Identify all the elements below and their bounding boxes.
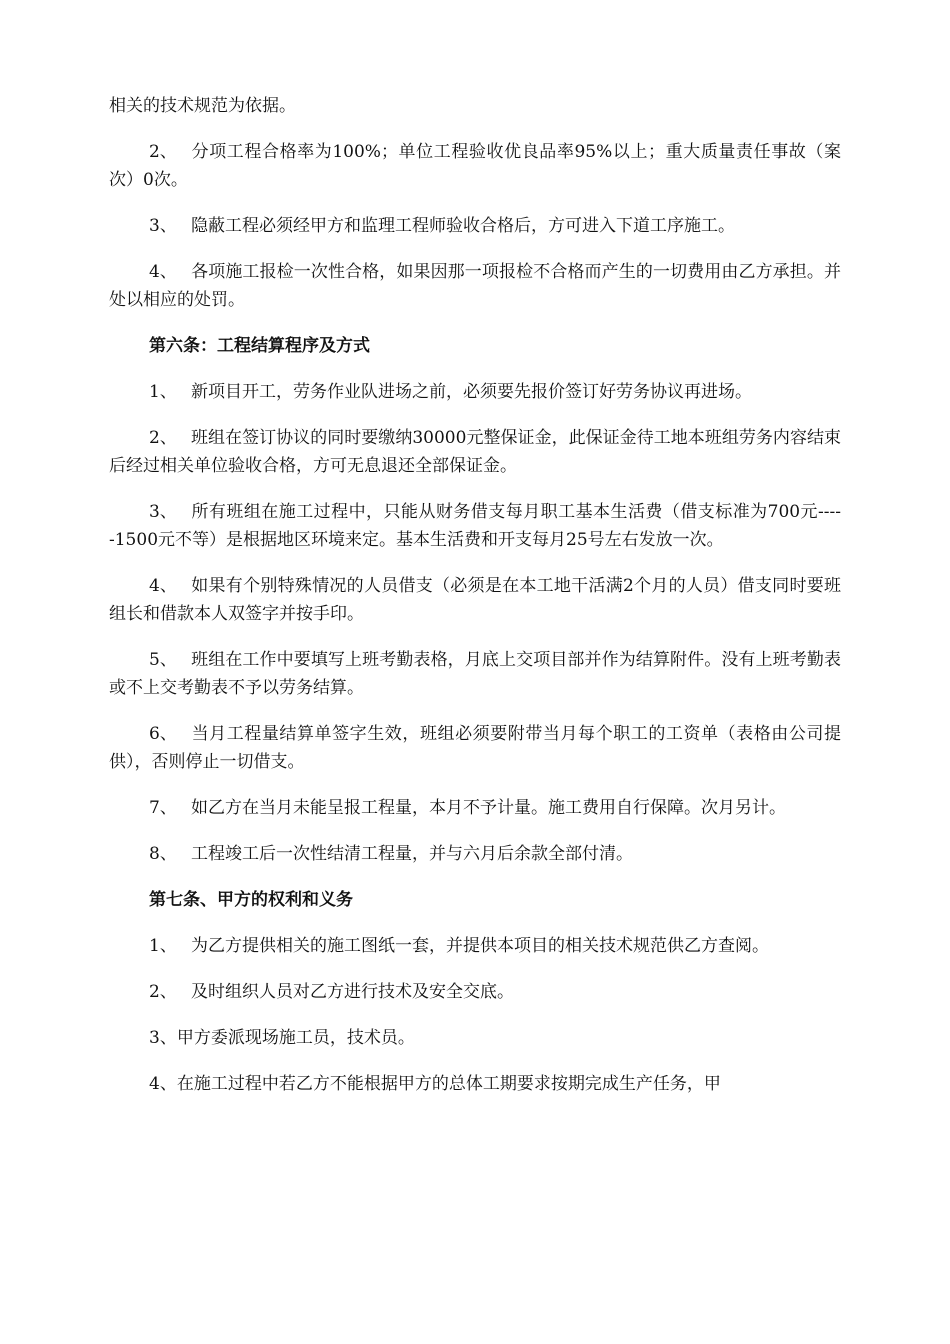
list-item [109,424,841,480]
item-number: 2、 [149,428,177,448]
item-number: 8、 [149,844,177,864]
item-number: 3、 [149,1028,177,1048]
section-heading: 第六条：工程结算程序及方式 [149,336,370,356]
item-number: 4、 [149,262,177,282]
list-item [109,212,841,240]
item-text: 在施工过程中若乙方不能根据甲方的总体工期要求按期完成生产任务，甲 [176,1074,721,1094]
item-text: 新项目开工，劳务作业队进场之前，必须要先报价签订好劳务协议再进场。 [191,382,752,402]
item-text: 为乙方提供相关的施工图纸一套，并提供本项目的相关技术规范供乙方查阅。 [191,936,769,956]
item-text: 分项工程合格率为100%；单位工程验收优良品率95%以上；重大质量责任事故（案次）0次。 [109,142,841,190]
list-item [109,646,841,702]
item-number: 2、 [149,142,177,162]
item-text: 各项施工报检一次性合格，如果因那一项报检不合格而产生的一切费用由乙方承担。并处以相应的处罚。 [109,262,841,310]
list-item [109,720,841,776]
list-item [109,498,841,554]
list-item [109,258,841,314]
item-text: 甲方委派现场施工员，技术员。 [176,1028,415,1048]
item-text: 如乙方在当月未能呈报工程量，本月不予计量。施工费用自行保障。次月另计。 [191,798,786,818]
list-item [109,138,841,194]
item-number: 6、 [149,724,177,744]
section-heading: 第七条、甲方的权利和义务 [149,890,353,910]
item-text: 工程竣工后一次性结清工程量，并与六月后余款全部付清。 [191,844,633,864]
paragraph-text: 相关的技术规范为依据。 [109,96,296,116]
item-text: 当月工程量结算单签字生效，班组必须要附带当月每个职工的工资单（表格由公司提供），否则停止一切借支。 [109,724,841,772]
list-item [109,572,841,628]
list-item [109,378,841,406]
item-text: 班组在工作中要填写上班考勤表格，月底上交项目部并作为结算附件。没有上班考勤表或不上交考勤表不予以劳务结算。 [109,650,841,698]
item-number: 2、 [149,982,177,1002]
list-item [109,978,841,1006]
item-text: 如果有个别特殊情况的人员借支（必须是在本工地干活满2个月的人员）借支同时要班组长和借款本人双签字并按手印。 [109,576,841,624]
item-number: 4、 [149,576,177,596]
item-text: 隐蔽工程必须经甲方和监理工程师验收合格后，方可进入下道工序施工。 [191,216,735,236]
list-item [109,932,841,960]
list-item [109,1024,841,1052]
item-number: 1、 [149,936,177,956]
item-text: 及时组织人员对乙方进行技术及安全交底。 [191,982,514,1002]
item-text: 所有班组在施工过程中，只能从财务借支每月职工基本生活费（借支标准为700元-----1500元不等）是根据地区环境来定。基本生活费和开支每月25号左右发放一次。 [109,502,841,550]
item-number: 4、 [149,1074,177,1094]
list-item [109,794,841,822]
list-item [109,1070,841,1098]
list-item [109,840,841,868]
item-number: 7、 [149,798,177,818]
paragraph-continuation [109,92,841,120]
item-number: 5、 [149,650,177,670]
item-number: 3、 [149,502,177,522]
item-number: 1、 [149,382,177,402]
item-number: 3、 [149,216,177,236]
item-text: 班组在签订协议的同时要缴纳30000元整保证金，此保证金待工地本班组劳务内容结束后经过相关单位验收合格，方可无息退还全部保证金。 [109,428,841,476]
document-body [109,92,841,1116]
